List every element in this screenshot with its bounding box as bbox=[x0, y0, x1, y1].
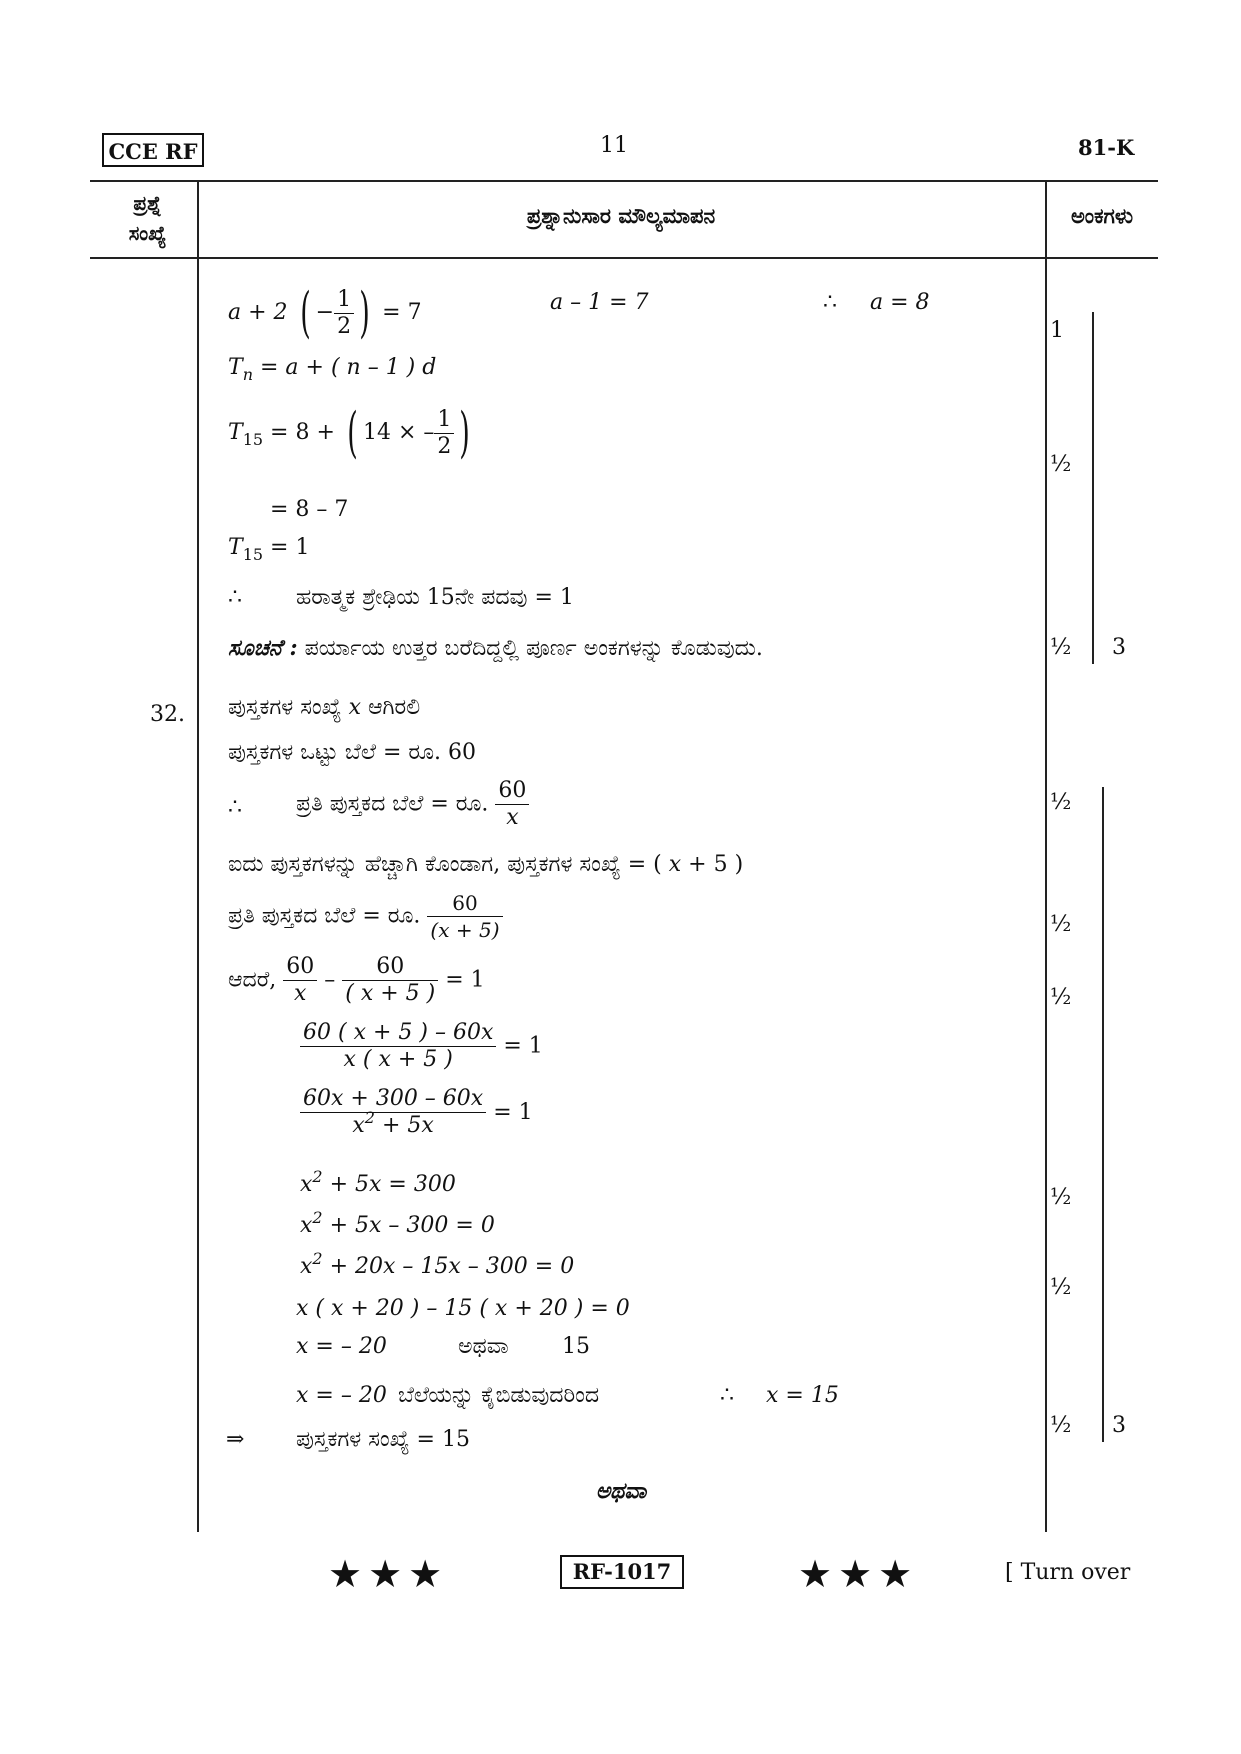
marks-heading: ಅಂಕಗಳು bbox=[1070, 203, 1134, 228]
inner-term: 14 × – bbox=[362, 420, 435, 445]
q32-mark-6: ½ bbox=[1050, 1413, 1072, 1438]
note-text: ಪರ್ಯಾಯ ಉತ್ತರ ಬರೆದಿದ್ದಲ್ಲಿ ಪೂರ್ಣ ಅಂಕಗಳನ್ನು ಕೊಡುವುದು. bbox=[297, 636, 763, 661]
equation-a-plus-2 bbox=[228, 283, 422, 343]
eq-right: = 7 bbox=[382, 300, 422, 325]
mark-1: 1 bbox=[1050, 318, 1064, 343]
equation-a-minus-1: a – 1 = 7 bbox=[550, 290, 649, 315]
q32-mark-4: ½ bbox=[1050, 1185, 1072, 1210]
fraction-60-over-x-plus-5: $\frac{60}{( x + 5 )}$ bbox=[342, 954, 438, 1007]
fraction-60-over-x-plus-5: $\frac{60}{(x + 5)}$ bbox=[427, 890, 502, 943]
therefore-symbol-1: ∴ bbox=[823, 290, 837, 315]
turn-over-label: [ Turn over bbox=[1005, 1560, 1131, 1585]
implies-symbol: ⇒ bbox=[226, 1427, 245, 1452]
fraction-half: $\frac{1}{2}$ bbox=[334, 287, 354, 340]
q32-line-factored: x ( x + 20 ) – 15 ( x + 20 ) = 0 bbox=[296, 1296, 630, 1321]
stars-right: ★★★ bbox=[798, 1552, 919, 1596]
mark-half-1: ½ bbox=[1050, 452, 1072, 477]
q32-roots-or: ಅಥವಾ bbox=[458, 1334, 509, 1359]
question-number-32: 32. bbox=[150, 702, 185, 727]
q32-line-5: ಪ್ರತಿ ಪುಸ್ತಕದ ಬೆಲೆ = ರೂ. $\frac{60}{(x + 5)}$ bbox=[228, 890, 503, 943]
q32-line-quadratic: $x^2 + 5x - 300 = 0$ bbox=[300, 1208, 495, 1238]
q32-equation-2: $\frac{60 ( x + 5 ) - 60x}{x ( x + 5 )}$ = 1 bbox=[300, 1020, 543, 1073]
stars-left: ★★★ bbox=[328, 1552, 449, 1596]
note-line bbox=[228, 635, 763, 661]
paper-code: 81-K bbox=[1078, 135, 1135, 160]
q32-final-answer: ಪುಸ್ತಕಗಳ ಸಂಖ್ಯೆ = 15 bbox=[296, 1427, 470, 1452]
q32-mark-2: ½ bbox=[1050, 912, 1072, 937]
q32-roots-a: x = – 20 bbox=[296, 1334, 387, 1359]
marks-bracket-2 bbox=[1102, 787, 1104, 1442]
equation-a-equals-8: a = 8 bbox=[870, 290, 930, 315]
page-number: 11 bbox=[600, 133, 628, 158]
marks-bracket-1 bbox=[1092, 312, 1094, 664]
heading-line-2: ಸಂಖ್ಯೆ bbox=[128, 221, 167, 245]
footer-code-box: RF-1017 bbox=[560, 1555, 684, 1589]
header-code-box: CCE RF bbox=[102, 133, 204, 167]
question-number-heading bbox=[100, 188, 195, 248]
minus: − bbox=[315, 300, 335, 325]
q32-mark-total: 3 bbox=[1112, 1413, 1126, 1438]
tn-formula: $T_n = a$ + ( n – 1 ) d bbox=[228, 355, 437, 384]
t15-substitution: $T_{15} = 8$ + ( 14 × – $\frac{1}{2}$ ) bbox=[228, 401, 471, 464]
q32-mark-1: ½ bbox=[1050, 790, 1072, 815]
minus: – bbox=[324, 967, 336, 993]
paren-open: ( bbox=[347, 401, 358, 464]
q32-mark-3: ½ bbox=[1050, 985, 1072, 1010]
q32-line-2: ಪುಸ್ತಕಗಳ ಒಟ್ಟು ಬೆಲೆ = ರೂ. 60 bbox=[228, 740, 477, 765]
heading-line-1: ಪ್ರಶ್ನೆ bbox=[133, 191, 162, 215]
mark-total-1: 3 bbox=[1112, 635, 1126, 660]
table-header-rule bbox=[90, 257, 1158, 259]
fraction-half: $\frac{1}{2}$ bbox=[434, 407, 454, 460]
column-divider-left bbox=[197, 180, 199, 1532]
q32-line-x2-eq-300: $x^2 + 5x = 300$ bbox=[300, 1167, 456, 1197]
q32-reject-text: ಬೆಲೆಯನ್ನು ಕೈಬಿಡುವುದರಿಂದ bbox=[398, 1383, 600, 1408]
therefore-symbol-4: ∴ bbox=[720, 1383, 734, 1408]
q32-line-1: ಪುಸ್ತಕಗಳ ಸಂಖ್ಯೆ x ಆಗಿರಲಿ bbox=[228, 695, 421, 720]
q32-reject-root: x = – 20 bbox=[296, 1383, 387, 1408]
q32-equation-1: ಆದರೆ, $\frac{60}{x}$ – $\frac{60}{( x + 5 )}$ = 1 bbox=[228, 954, 485, 1006]
therefore-symbol-3: ∴ bbox=[228, 795, 242, 820]
mark-half-2: ½ bbox=[1050, 635, 1072, 660]
paren-close: ) bbox=[459, 401, 471, 464]
q32-x-equals-15: x = 15 bbox=[766, 1383, 839, 1408]
paren-open: ( bbox=[299, 281, 311, 344]
or-separator: ಅಥವಾ bbox=[595, 1478, 647, 1504]
fraction-60-over-x: $\frac{60}{x}$ bbox=[495, 778, 529, 831]
fraction-simplified: $\frac{60x + 300 - 60x}{x^2 + 5x}$ bbox=[300, 1086, 486, 1140]
q32-equation-3: $\frac{60x + 300 - 60x}{x^2 + 5x}$ = 1 bbox=[300, 1086, 533, 1140]
therefore-symbol-2: ∴ bbox=[228, 585, 242, 610]
scheme-heading: ಪ್ರಶ್ನಾನುಸಾರ ಮೌಲ್ಯಮಾಪನ bbox=[526, 203, 716, 228]
eq-8-minus-7: = 8 – 7 bbox=[270, 497, 349, 522]
q32-line-4: ಐದು ಪುಸ್ತಕಗಳನ್ನು ಹೆಚ್ಚಾಗಿ ಕೊಂಡಾಗ, ಪುಸ್ತಕಗಳ ಸಂಖ್ಯೆ = ( x + 5 ) bbox=[228, 852, 744, 877]
fraction-combined: $\frac{60 ( x + 5 ) - 60x}{x ( x + 5 )}$ bbox=[300, 1020, 496, 1073]
note-label: ಸೂಚನೆ : bbox=[228, 635, 298, 661]
column-divider-right bbox=[1045, 180, 1047, 1532]
q32-line-split-middle: $x^2 + 20x - 15x - 300 = 0$ bbox=[300, 1249, 575, 1279]
q32-roots-b: 15 bbox=[562, 1334, 590, 1359]
fraction-60-over-x: $\frac{60}{x}$ bbox=[283, 954, 317, 1007]
q32-mark-5: ½ bbox=[1050, 1275, 1072, 1300]
q32-line-3: ಪ್ರತಿ ಪುಸ್ತಕದ ಬೆಲೆ = ರೂ. $\frac{60}{x}$ bbox=[296, 778, 529, 831]
conclusion-line: ಹರಾತ್ಮಕ ಶ್ರೇಢಿಯ 15ನೇ ಪದವು = 1 bbox=[296, 585, 574, 610]
t15-result: $T_{15} = 1$ bbox=[228, 535, 310, 564]
paren-close: ) bbox=[359, 281, 370, 344]
table-top-rule bbox=[90, 180, 1158, 182]
eq-left: a + 2 bbox=[228, 300, 288, 325]
